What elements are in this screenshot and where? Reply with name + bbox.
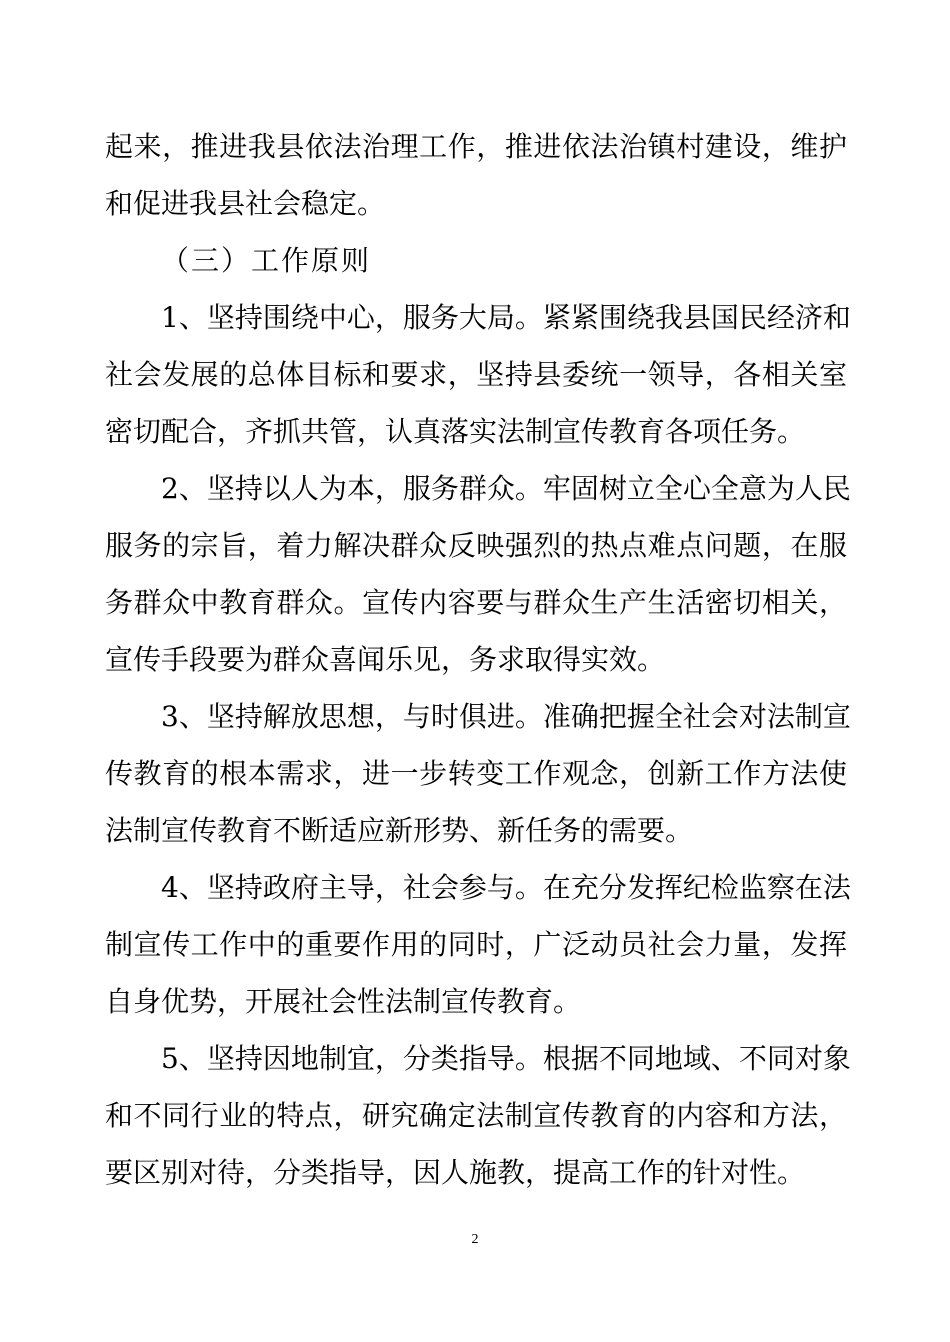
text-line: 5、坚持因地制宜，分类指导。根据不同地域、不同对象 — [161, 1042, 851, 1075]
principle-paragraph-2 — [105, 460, 851, 688]
text-line: 宣传手段要为群众喜闻乐见，务求取得实效。 — [105, 643, 666, 676]
text-line: 法制宣传教育不断适应新形势、新任务的需要。 — [105, 814, 694, 847]
text-line: 制宣传工作中的重要作用的同时，广泛动员社会力量，发挥 — [105, 928, 847, 961]
text-line: 起来，推进我县依法治理工作，推进依法治镇村建设，维护 — [105, 130, 847, 163]
text-line: 4、坚持政府主导，社会参与。在充分发挥纪检监察在法 — [161, 871, 851, 904]
principle-paragraph-5 — [105, 1030, 851, 1201]
text-line: 密切配合，齐抓共管，认真落实法制宣传教育各项任务。 — [105, 415, 806, 448]
text-line: 传教育的根本需求，进一步转变工作观念，创新工作方法使 — [105, 757, 847, 790]
document-body — [105, 118, 851, 1201]
principle-paragraph-1 — [105, 289, 851, 460]
principle-paragraph-3 — [105, 688, 851, 859]
text-line: 自身优势，开展社会性法制宣传教育。 — [105, 985, 582, 1018]
text-line: 2、坚持以人为本，服务群众。牢固树立全心全意为人民 — [161, 472, 851, 505]
text-line: 社会发展的总体目标和要求，坚持县委统一领导，各相关室 — [105, 358, 847, 391]
text-line: 1、坚持围绕中心，服务大局。紧紧围绕我县国民经济和 — [161, 301, 851, 334]
page-number: 2 — [471, 1232, 479, 1247]
text-line: 和不同行业的特点，研究确定法制宣传教育的内容和方法， — [105, 1099, 847, 1132]
text-line: 和促进我县社会稳定。 — [105, 187, 386, 220]
section-heading: （三）工作原则 — [161, 244, 372, 277]
text-line: 服务的宗旨，着力解决群众反映强烈的热点难点问题，在服 — [105, 529, 847, 562]
principle-paragraph-4 — [105, 859, 851, 1030]
paragraph-intro-continuation — [105, 118, 847, 232]
text-line: 要区别对待，分类指导，因人施教，提高工作的针对性。 — [105, 1156, 806, 1189]
text-line: 3、坚持解放思想，与时俱进。准确把握全社会对法制宣 — [161, 700, 851, 733]
text-line: 务群众中教育群众。宣传内容要与群众生产生活密切相关， — [105, 586, 847, 619]
